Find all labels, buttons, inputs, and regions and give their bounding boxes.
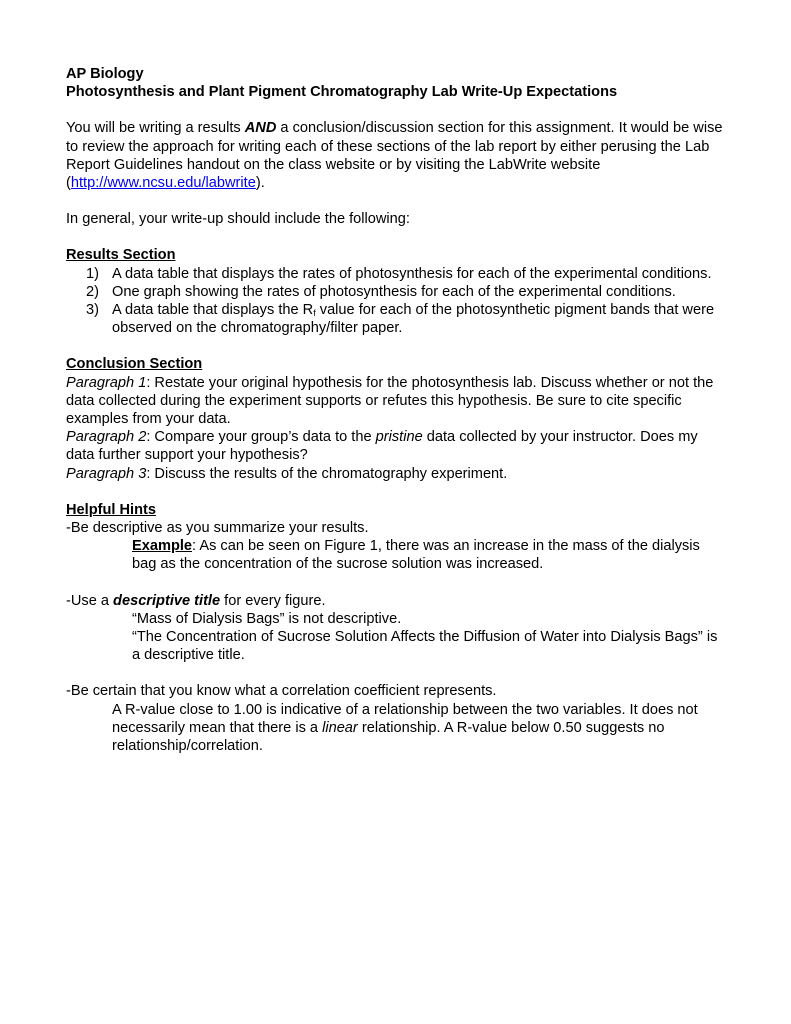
good-title-example: “The Concentration of Sucrose Solution Affects the Diffusion of Water into Dialysis Bags” is a descriptive title. bbox=[132, 629, 718, 664]
list-item bbox=[66, 283, 726, 301]
paragraph-2-text: : Compare your group’s data to the bbox=[146, 429, 376, 446]
r-value-text: relationship. A R-value below 0.50 suggests no relationship/correlation. bbox=[112, 719, 665, 755]
list-item-text: value for each of the photosynthetic pigment bands that were observed on the chromatography/filter paper. bbox=[112, 302, 715, 337]
example-text: : As can be seen on Figure 1, there was an increase in the mass of the dialysis bag as the concentration of the sucrose solution was increased. bbox=[132, 538, 700, 573]
paragraph-2-text: data collected by your instructor. Does my data further support your hypothesis? bbox=[66, 429, 698, 464]
paragraph-3-text: : Discuss the results of the chromatography experiment. bbox=[146, 465, 508, 482]
list-item-text: One graph showing the rates of photosynthesis for each of the experimental conditions. bbox=[112, 283, 676, 300]
page-title: Photosynthesis and Plant Pigment Chromatography Lab Write-Up Expectations bbox=[66, 84, 618, 101]
hint-title bbox=[66, 592, 726, 610]
intro-text-1: You will be writing a results bbox=[66, 120, 245, 137]
bad-title-example: “Mass of Dialysis Bags” is not descriptive. bbox=[132, 610, 402, 627]
course-title: AP Biology bbox=[66, 66, 144, 82]
results-list bbox=[66, 265, 726, 338]
labwrite-link[interactable]: http://www.ncsu.edu/labwrite bbox=[70, 175, 256, 192]
r-value-explanation bbox=[66, 701, 726, 756]
hint-title-text: for every figure. bbox=[220, 592, 326, 609]
intro-and-emphasis: AND bbox=[244, 120, 277, 137]
intro-text-3: ). bbox=[255, 175, 265, 192]
list-item-text: A data table that displays the R bbox=[112, 302, 314, 319]
hint-correlation: -Be certain that you know what a correlation coefficient represents. bbox=[66, 683, 497, 700]
example-paragraph bbox=[66, 537, 726, 573]
intro-text-2: a conclusion/discussion section for this assignment. It would be wise to review the approach for writing each of these sections of the lab report by either perusing the Lab Report Guidelines handout on the class website or by visiting the LabWrite website ( bbox=[66, 120, 723, 192]
list-number: 2) bbox=[86, 283, 99, 300]
list-item bbox=[66, 301, 726, 337]
hint-title-text: -Use a bbox=[66, 592, 114, 609]
paragraph-2-instruction bbox=[66, 428, 726, 464]
r-value-text: A R-value close to 1.00 is indicative of a relationship between the two variables. It does not necessarily mean that there is a bbox=[112, 701, 698, 736]
intro-paragraph bbox=[66, 119, 726, 192]
list-number: 1) bbox=[86, 265, 99, 282]
paragraph-3-instruction bbox=[66, 465, 726, 483]
general-statement: In general, your write-up should include the following: bbox=[66, 211, 410, 228]
pristine-emphasis: pristine bbox=[375, 429, 423, 446]
descriptive-title-emphasis: descriptive title bbox=[113, 592, 221, 609]
document-body bbox=[66, 65, 726, 755]
list-item bbox=[66, 265, 726, 283]
hints-heading: Helpful Hints bbox=[66, 501, 156, 518]
results-heading: Results Section bbox=[66, 247, 176, 264]
list-item-text: A data table that displays the rates of photosynthesis for each of the experimental conditions. bbox=[112, 265, 712, 282]
linear-emphasis: linear bbox=[322, 719, 358, 736]
list-number: 3) bbox=[86, 302, 99, 319]
paragraph-1-instruction bbox=[66, 374, 726, 429]
hint-descriptive: -Be descriptive as you summarize your results. bbox=[66, 520, 369, 537]
example-label: Example bbox=[132, 538, 193, 555]
paragraph-1-text: : Restate your original hypothesis for the photosynthesis lab. Discuss whether or not the data collected during the experiment supports or refutes this hypothesis. Be sure to cite specific examples from your data. bbox=[66, 374, 714, 428]
paragraph-1-label: Paragraph 1 bbox=[66, 374, 147, 391]
conclusion-heading: Conclusion Section bbox=[66, 356, 203, 373]
paragraph-3-label: Paragraph 3 bbox=[66, 465, 147, 482]
rf-subscript: f bbox=[313, 308, 316, 319]
paragraph-2-label: Paragraph 2 bbox=[66, 429, 147, 446]
